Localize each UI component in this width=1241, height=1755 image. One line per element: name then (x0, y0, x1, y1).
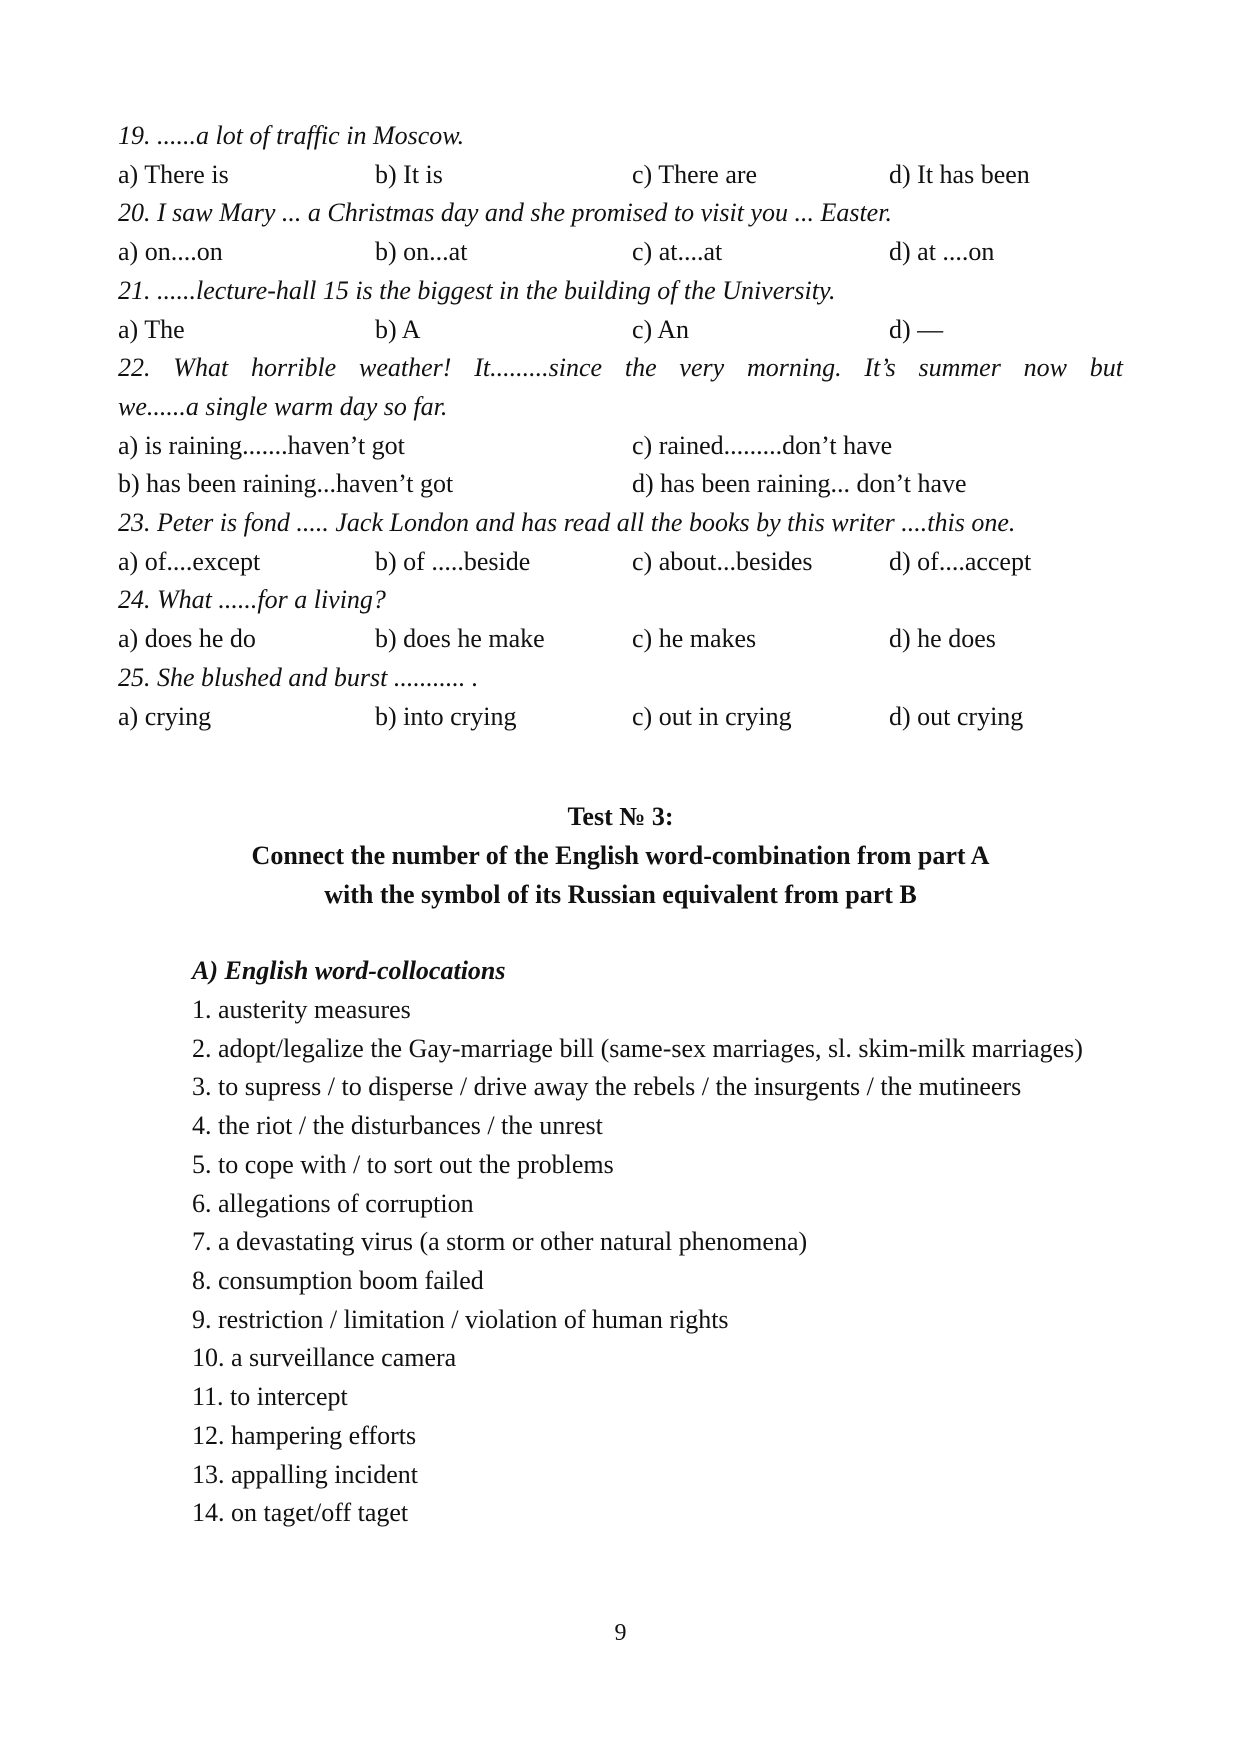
option: d) at ....on (889, 237, 995, 267)
option: a) is raining.......haven’t got (118, 430, 405, 460)
question-22-line-1: 22. What horrible weather! It.........since the very morning. It’s summer now but (118, 353, 1123, 383)
option: d) — (889, 314, 944, 344)
page-number: 9 (614, 1620, 627, 1646)
question-20: 20. I saw Mary ... a Christmas day and she promised to visit you ... Easter. (118, 198, 892, 228)
options-22-row-2 (118, 465, 1123, 504)
options-25 (118, 698, 1123, 737)
option: a) of....except (118, 546, 261, 576)
option: d) has been raining... don’t have (632, 469, 967, 499)
option: b) A (375, 314, 421, 344)
test-instruction-line-2: with the symbol of its Russian equivalent from part B (324, 879, 917, 909)
list-item: 9. restriction / limitation / violation of human rights (192, 1304, 729, 1334)
document-page (118, 117, 1123, 1533)
options-20 (118, 233, 1123, 272)
list-item: 3. to supress / to disperse / drive away the rebels / the insurgents / the mutineers (192, 1072, 1022, 1102)
question-19: 19. ......a lot of traffic in Moscow. (118, 121, 465, 150)
test-instruction-line-1: Connect the number of the English word-combination from part A (251, 840, 990, 870)
option: c) at....at (632, 237, 723, 267)
option: a) The (118, 314, 185, 344)
options-21 (118, 311, 1123, 350)
list-item: 6. allegations of corruption (192, 1188, 474, 1218)
list-item: 14. on taget/off taget (192, 1498, 409, 1528)
part-a-title: A) English word-collocations (192, 956, 506, 986)
option: b) does he make (375, 624, 545, 654)
list-item: 12. hampering efforts (192, 1420, 417, 1450)
list-item: 7. a devastating virus (a storm or other natural phenomena) (192, 1227, 808, 1257)
options-22-row-1 (118, 427, 1123, 466)
options-24 (118, 620, 1123, 659)
option: c) about...besides (632, 546, 813, 576)
test-title: Test № 3: (567, 802, 674, 832)
list-item: 5. to cope with / to sort out the problems (192, 1149, 614, 1179)
option: b) of .....beside (375, 546, 531, 576)
option: c) out in crying (632, 701, 792, 731)
option: d) he does (889, 624, 996, 654)
list-item: 11. to intercept (192, 1382, 348, 1412)
option: c) rained.........don’t have (632, 430, 893, 460)
option: b) into crying (375, 701, 517, 731)
option: d) It has been (889, 159, 1030, 189)
option: c) An (632, 314, 690, 344)
option: b) on...at (375, 237, 468, 267)
options-19 (118, 156, 1123, 195)
option: c) There are (632, 159, 758, 189)
option: b) It is (375, 159, 443, 189)
list-item (118, 1030, 1123, 1069)
question-22-line-2: we......a single warm day so far. (118, 391, 448, 421)
list-item: 4. the riot / the disturbances / the unrest (192, 1111, 603, 1141)
question-25: 25. She blushed and burst ........... . (118, 662, 479, 692)
options-23 (118, 543, 1123, 582)
option: a) crying (118, 701, 212, 731)
option: a) does he do (118, 624, 256, 654)
list-item: 8. consumption boom failed (192, 1265, 484, 1295)
question-24: 24. What ......for a living? (118, 585, 386, 615)
option: a) There is (118, 159, 229, 189)
test-heading (118, 798, 1123, 914)
list-item-text: 2. adopt/legalize the Gay-marriage bill (same-sex marriages, sl. skim-milk marriages) (192, 1033, 1083, 1063)
list-item: 1. austerity measures (192, 995, 411, 1025)
question-21: 21. ......lecture-hall 15 is the biggest in the building of the University. (118, 275, 836, 305)
option: b) has been raining...haven’t got (118, 469, 454, 499)
option: c) he makes (632, 624, 757, 654)
option: d) out crying (889, 701, 1024, 731)
question-23: 23. Peter is fond ..... Jack London and has read all the books by this writer ....this one. (118, 508, 1016, 538)
option: d) of....accept (889, 546, 1032, 576)
option: a) on....on (118, 237, 223, 267)
list-item: 13. appalling incident (192, 1459, 419, 1489)
list-item: 10. a surveillance camera (192, 1343, 457, 1373)
